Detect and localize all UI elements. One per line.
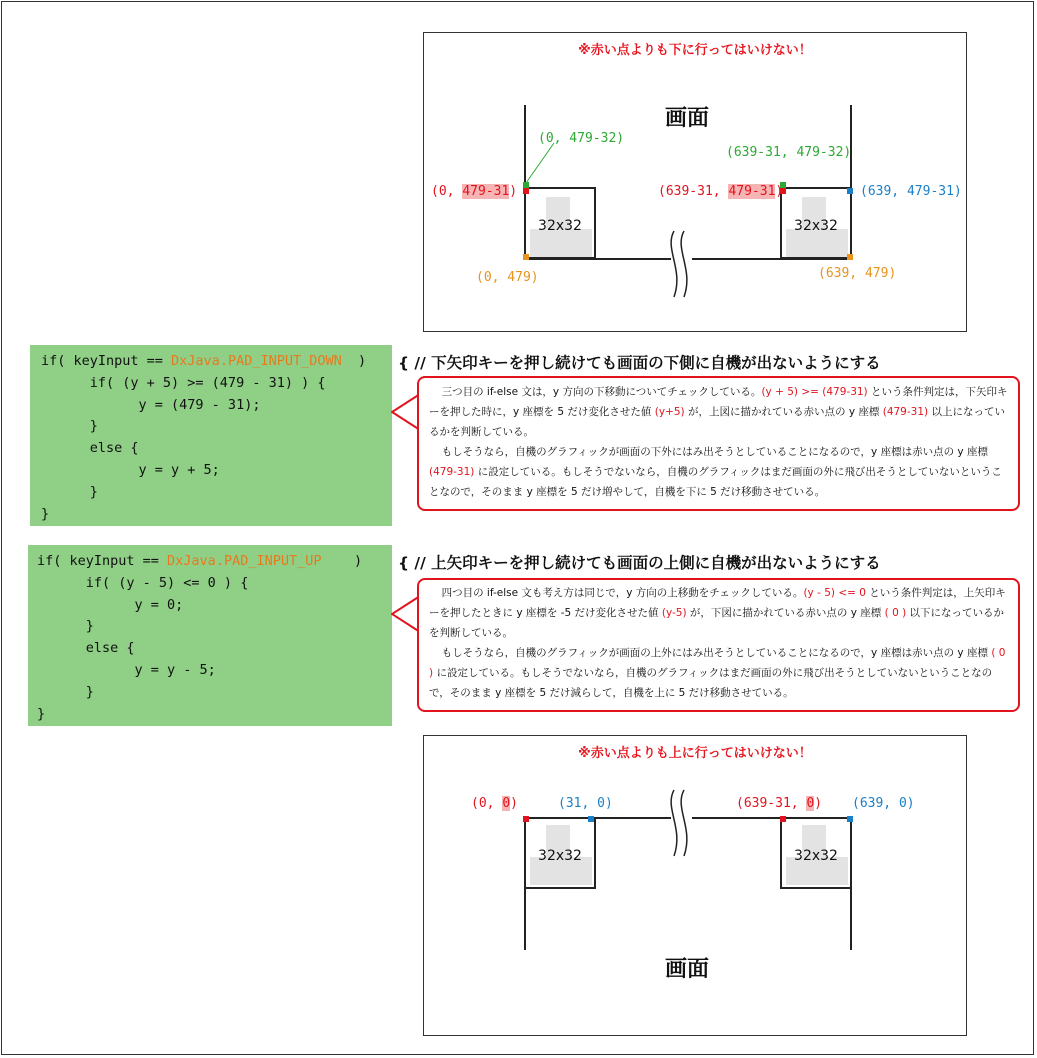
top-left-ship-label: 32x32 — [538, 218, 582, 234]
bottom-label-blue-left: (31, 0) — [558, 796, 613, 811]
bottom-red-dot-left — [523, 816, 529, 822]
top-orange-dot-right — [847, 254, 853, 260]
top-right-ship-label: 32x32 — [794, 218, 838, 234]
top-warning: ※赤い点よりも下に行ってはいけない！ — [578, 43, 812, 58]
bottom-warning: ※赤い点よりも上に行ってはいけない！ — [578, 746, 812, 761]
bottom-right-ship — [780, 817, 852, 889]
top-green-leader — [524, 141, 564, 187]
down-explanation-p1: 三つ目の if-else 文は，y 方向の下移動についてチェックしている。(y + 5) >= (479-31) という条件判定は，下矢印キーを押した時に，y 座標を 5 だけ変化させた値 (y+5) が，上図に描かれている赤い点の y 座標 (479-31) 以上になっているかを判断している。 — [429, 386, 1008, 438]
top-break-mark — [664, 229, 694, 299]
top-label-red-right: (639-31, 479-31) — [658, 184, 784, 199]
top-label-orange-right: (639, 479) — [818, 266, 897, 281]
top-right-ship — [780, 187, 852, 259]
bottom-diagram — [423, 735, 967, 1036]
top-red-dot-left — [523, 188, 529, 194]
bottom-blue-dot-right — [847, 816, 853, 822]
up-code-block — [28, 545, 392, 726]
bottom-left-ship — [524, 817, 596, 889]
top-orange-dot-left — [523, 254, 529, 260]
bottom-left-ship-label: 32x32 — [538, 848, 582, 864]
bottom-right-ship-label: 32x32 — [794, 848, 838, 864]
top-label-green-left: (0, 479-32) — [538, 131, 625, 146]
bottom-screen-label: 画面 — [665, 957, 710, 982]
bottom-label-red-right: (639-31, 0) — [736, 796, 823, 811]
down-explanation — [417, 376, 1020, 511]
top-screen-label: 画面 — [665, 106, 710, 131]
top-label-green-right: (639-31, 479-32) — [726, 145, 852, 160]
down-code-block — [30, 345, 392, 526]
bottom-label-blue-right: (639, 0) — [852, 796, 915, 811]
top-left-ship — [524, 187, 596, 259]
top-label-orange-left: (0, 479) — [476, 270, 539, 285]
top-label-red-left: (0, 479-31) — [431, 184, 518, 199]
down-code: if( keyInput == DxJava.PAD_INPUT_DOWN ) if( (y + 5) >= (479 - 31) ) { y = (479 - 31); } else { y = y + 5; } } — [41, 353, 367, 522]
up-comment: { // 上矢印キーを押し続けても画面の上側に自機が出ないようにする — [398, 554, 881, 572]
down-explanation-p2: もしそうなら，自機のグラフィックが画面の下外にはみ出そうとしていることになるので，y 座標は赤い点の y 座標 (479-31) に設定している。もしそうでないなら，自機のグラフィックはまだ画面の外に飛び出そうとしていないということなので，そのまま y 座標を 5 だけ増やして，自機を下に 5 だけ移動させている。 — [429, 446, 1002, 498]
bottom-label-red-left: (0, 0) — [471, 796, 518, 811]
up-explanation — [417, 578, 1020, 712]
bottom-break-mark — [664, 788, 694, 858]
top-blue-dot-right — [847, 188, 853, 194]
bottom-red-dot-right — [780, 816, 786, 822]
bottom-blue-dot-left — [588, 816, 594, 822]
top-label-blue-right: (639, 479-31) — [860, 184, 962, 199]
up-code: if( keyInput == DxJava.PAD_INPUT_UP ) if( (y - 5) <= 0 ) { y = 0; } else { y = y - 5; } } — [37, 553, 363, 722]
up-explanation-p2: もしそうなら，自機のグラフィックが画面の上外にはみ出そうとしていることになるので，y 座標は赤い点の y 座標 ( 0 ) に設定している。もしそうでないなら，自機のグラフィックはまだ画面の外に飛び出そうとしていないということなので，そのまま y 座標を 5 だけ減らして，自機を上に 5 だけ移動させている。 — [429, 647, 1006, 699]
top-diagram — [423, 32, 967, 332]
down-comment: { // 下矢印キーを押し続けても画面の下側に自機が出ないようにする — [398, 354, 881, 372]
up-explanation-p1: 四つ目の if-else 文も考え方は同じで，y 方向の上移動をチェックしている。(y - 5) <= 0 という条件判定は，上矢印キーを押したときに y 座標を -5 だけ変化させた値 (y-5) が，下図に描かれている赤い点の y 座標 ( 0 ) 以下になっているかを判断している。 — [429, 587, 1006, 639]
